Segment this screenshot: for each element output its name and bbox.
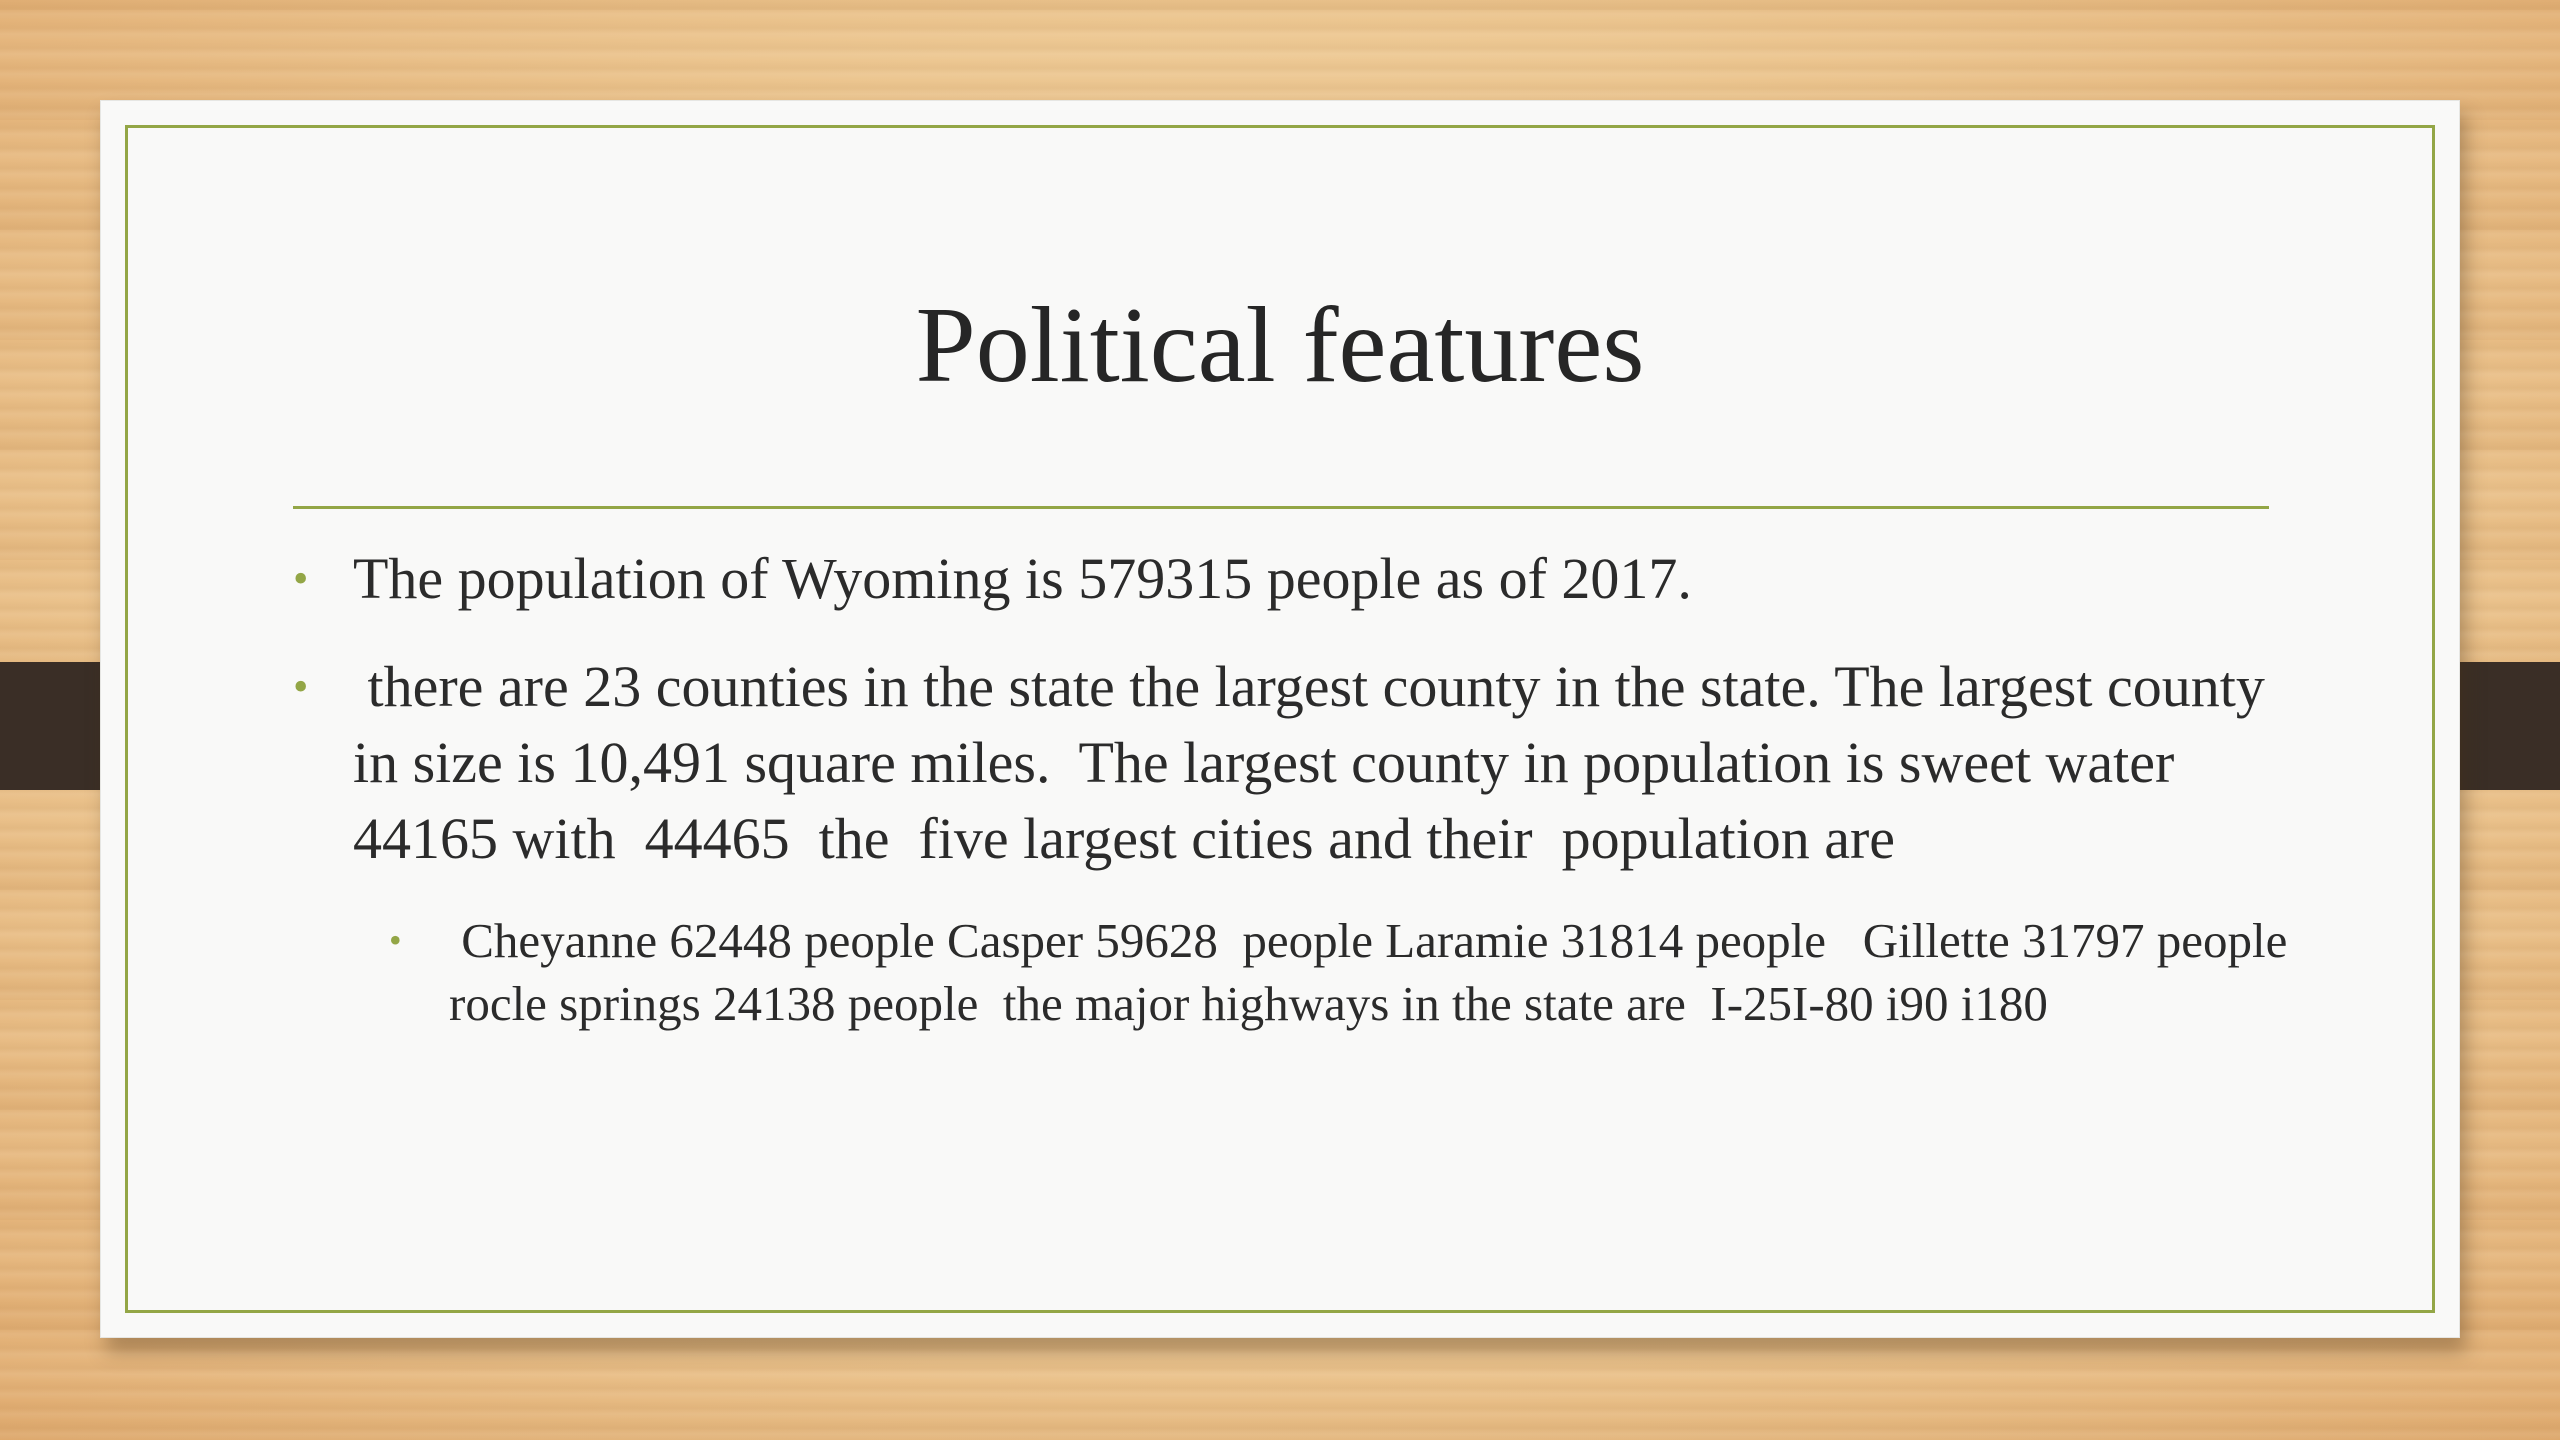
- slide-title: Political features: [915, 286, 1645, 405]
- bullet-text: there are 23 counties in the state the largest county in the state. The largest county in size is 10,491 square miles. The largest county in population is sweet water 44165 with 44465 the five largest cities and their population are: [353, 654, 2280, 871]
- bullet-icon: •: [293, 662, 309, 711]
- sub-bullet-text: Cheyanne 62448 people Casper 59628 people Laramie 31814 people Gillette 31797 people rocle springs 24138 people the major highways in the state are I-25I-80 i90 i180: [449, 913, 2300, 1031]
- slide-content: [293, 541, 2300, 1035]
- title-divider: [293, 506, 2269, 509]
- bullet-icon: •: [293, 554, 309, 603]
- bullet-text: The population of Wyoming is 579315 people as of 2017.: [353, 546, 1692, 611]
- slide: [100, 100, 2460, 1338]
- bullet-item: [293, 541, 2293, 617]
- bullet-item: [293, 649, 2293, 877]
- sub-bullet-icon: •: [389, 920, 402, 960]
- sub-bullet-item: [389, 909, 2300, 1035]
